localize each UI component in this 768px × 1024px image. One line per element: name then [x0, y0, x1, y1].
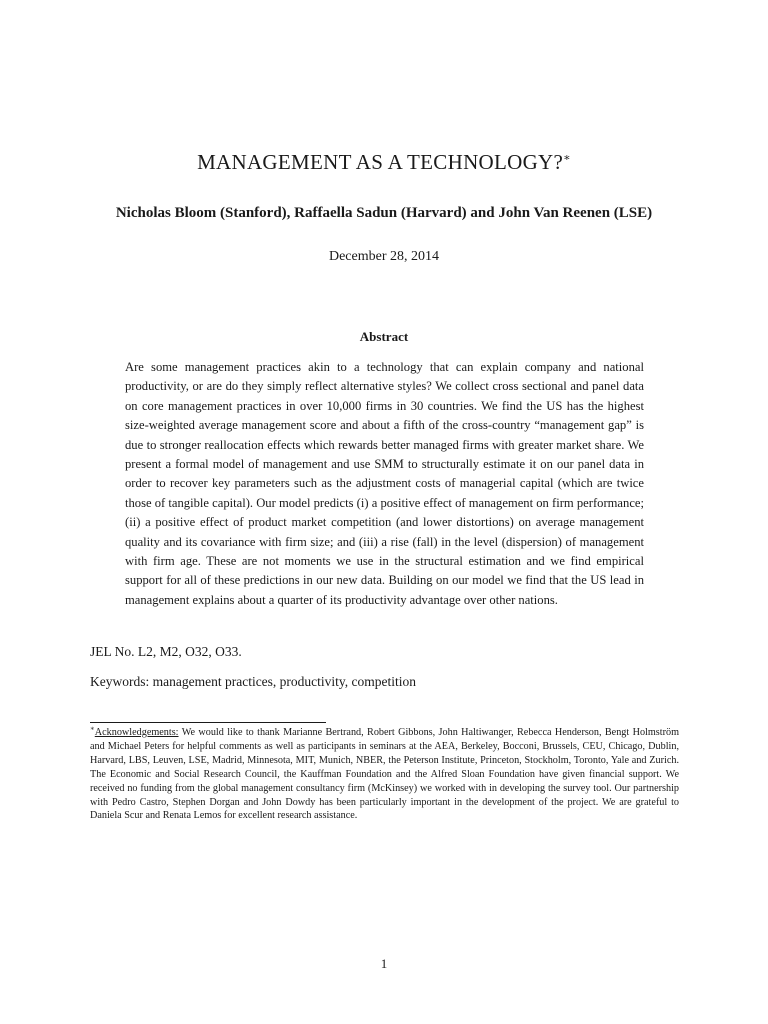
footnote-label: Acknowledgements: — [94, 727, 179, 738]
jel-codes: JEL No. L2, M2, O32, O33. — [90, 644, 242, 659]
footnote-mark: ∗ — [90, 724, 95, 733]
abstract-body: Are some management practices akin to a technology that can explain company and national productivity, or are do they simply reflect alternative styles? We collect cross sectional and panel data on core management practices in over 10,000 firms in 30 countries. We find the US has the highest size-weighted average management score and about a fifth of the cross-country “management gap” is due to stronger reallocation effects which rewards better managed firms with greater market share. We present a formal model of management and use SMM to structurally estimate it on our panel data in order to recover key parameters such as the adjustment costs of managerial capital (which are twice those of tangible capital). Our model predicts (i) a positive effect of management on firm performance; (ii) a positive effect of product market competition (and lower distortions) on average management quality and its covariance with firm size; and (iii) a rise (fall) in the level (dispersion) of management with firm age. These are not moments we use in the structural estimation and we find empirical support for all of these predictions in our new data. Building on our model we find that the US lead in management explains about a quarter of its productivity advantage over other nations. — [125, 360, 644, 607]
footnote-divider — [90, 722, 326, 723]
paper-title — [0, 150, 768, 175]
paper-authors: Nicholas Bloom (Stanford), Raffaella Sadun (Harvard) and John Van Reenen (LSE) — [115, 205, 653, 221]
title-footnote-mark: ∗ — [563, 152, 571, 164]
footnote-text: We would like to thank Marianne Bertrand, Robert Gibbons, John Haltiwanger, Rebecca Henderson, Bengt Holmström and Michael Peters for helpful comments as well as participants in seminars at the AEA, Berkeley, Bocconi, Brussels, CEU, Chicago, Dublin, Harvard, LBS, Leuven, LSE, Madrid, Minnesota, MIT, Munich, NBER, the Peterson Institute, Princeton, Stockholm, Toronto, Yale and Zurich. The Economic and Social Research Council, the Kauffman Foundation and the Alfred Sloan Foundation have given financial support. We received no funding from the global management consultancy firm (McKinsey) we worked with in developing the survey tool. Our partnership with Pedro Castro, Stephen Dorgan and John Dowdy has been particularly important in the development of the project. We are grateful to Daniela Scur and Renata Lemos for excellent research assistance. — [90, 727, 679, 822]
keywords: Keywords: management practices, productivity, competition — [90, 674, 417, 689]
abstract-heading: Abstract — [359, 329, 409, 344]
paper-title-text: MANAGEMENT AS A TECHNOLOGY? — [197, 150, 564, 174]
acknowledgements-footnote — [90, 726, 679, 823]
paper-date: December 28, 2014 — [328, 249, 440, 264]
page-number: 1 — [380, 956, 388, 971]
